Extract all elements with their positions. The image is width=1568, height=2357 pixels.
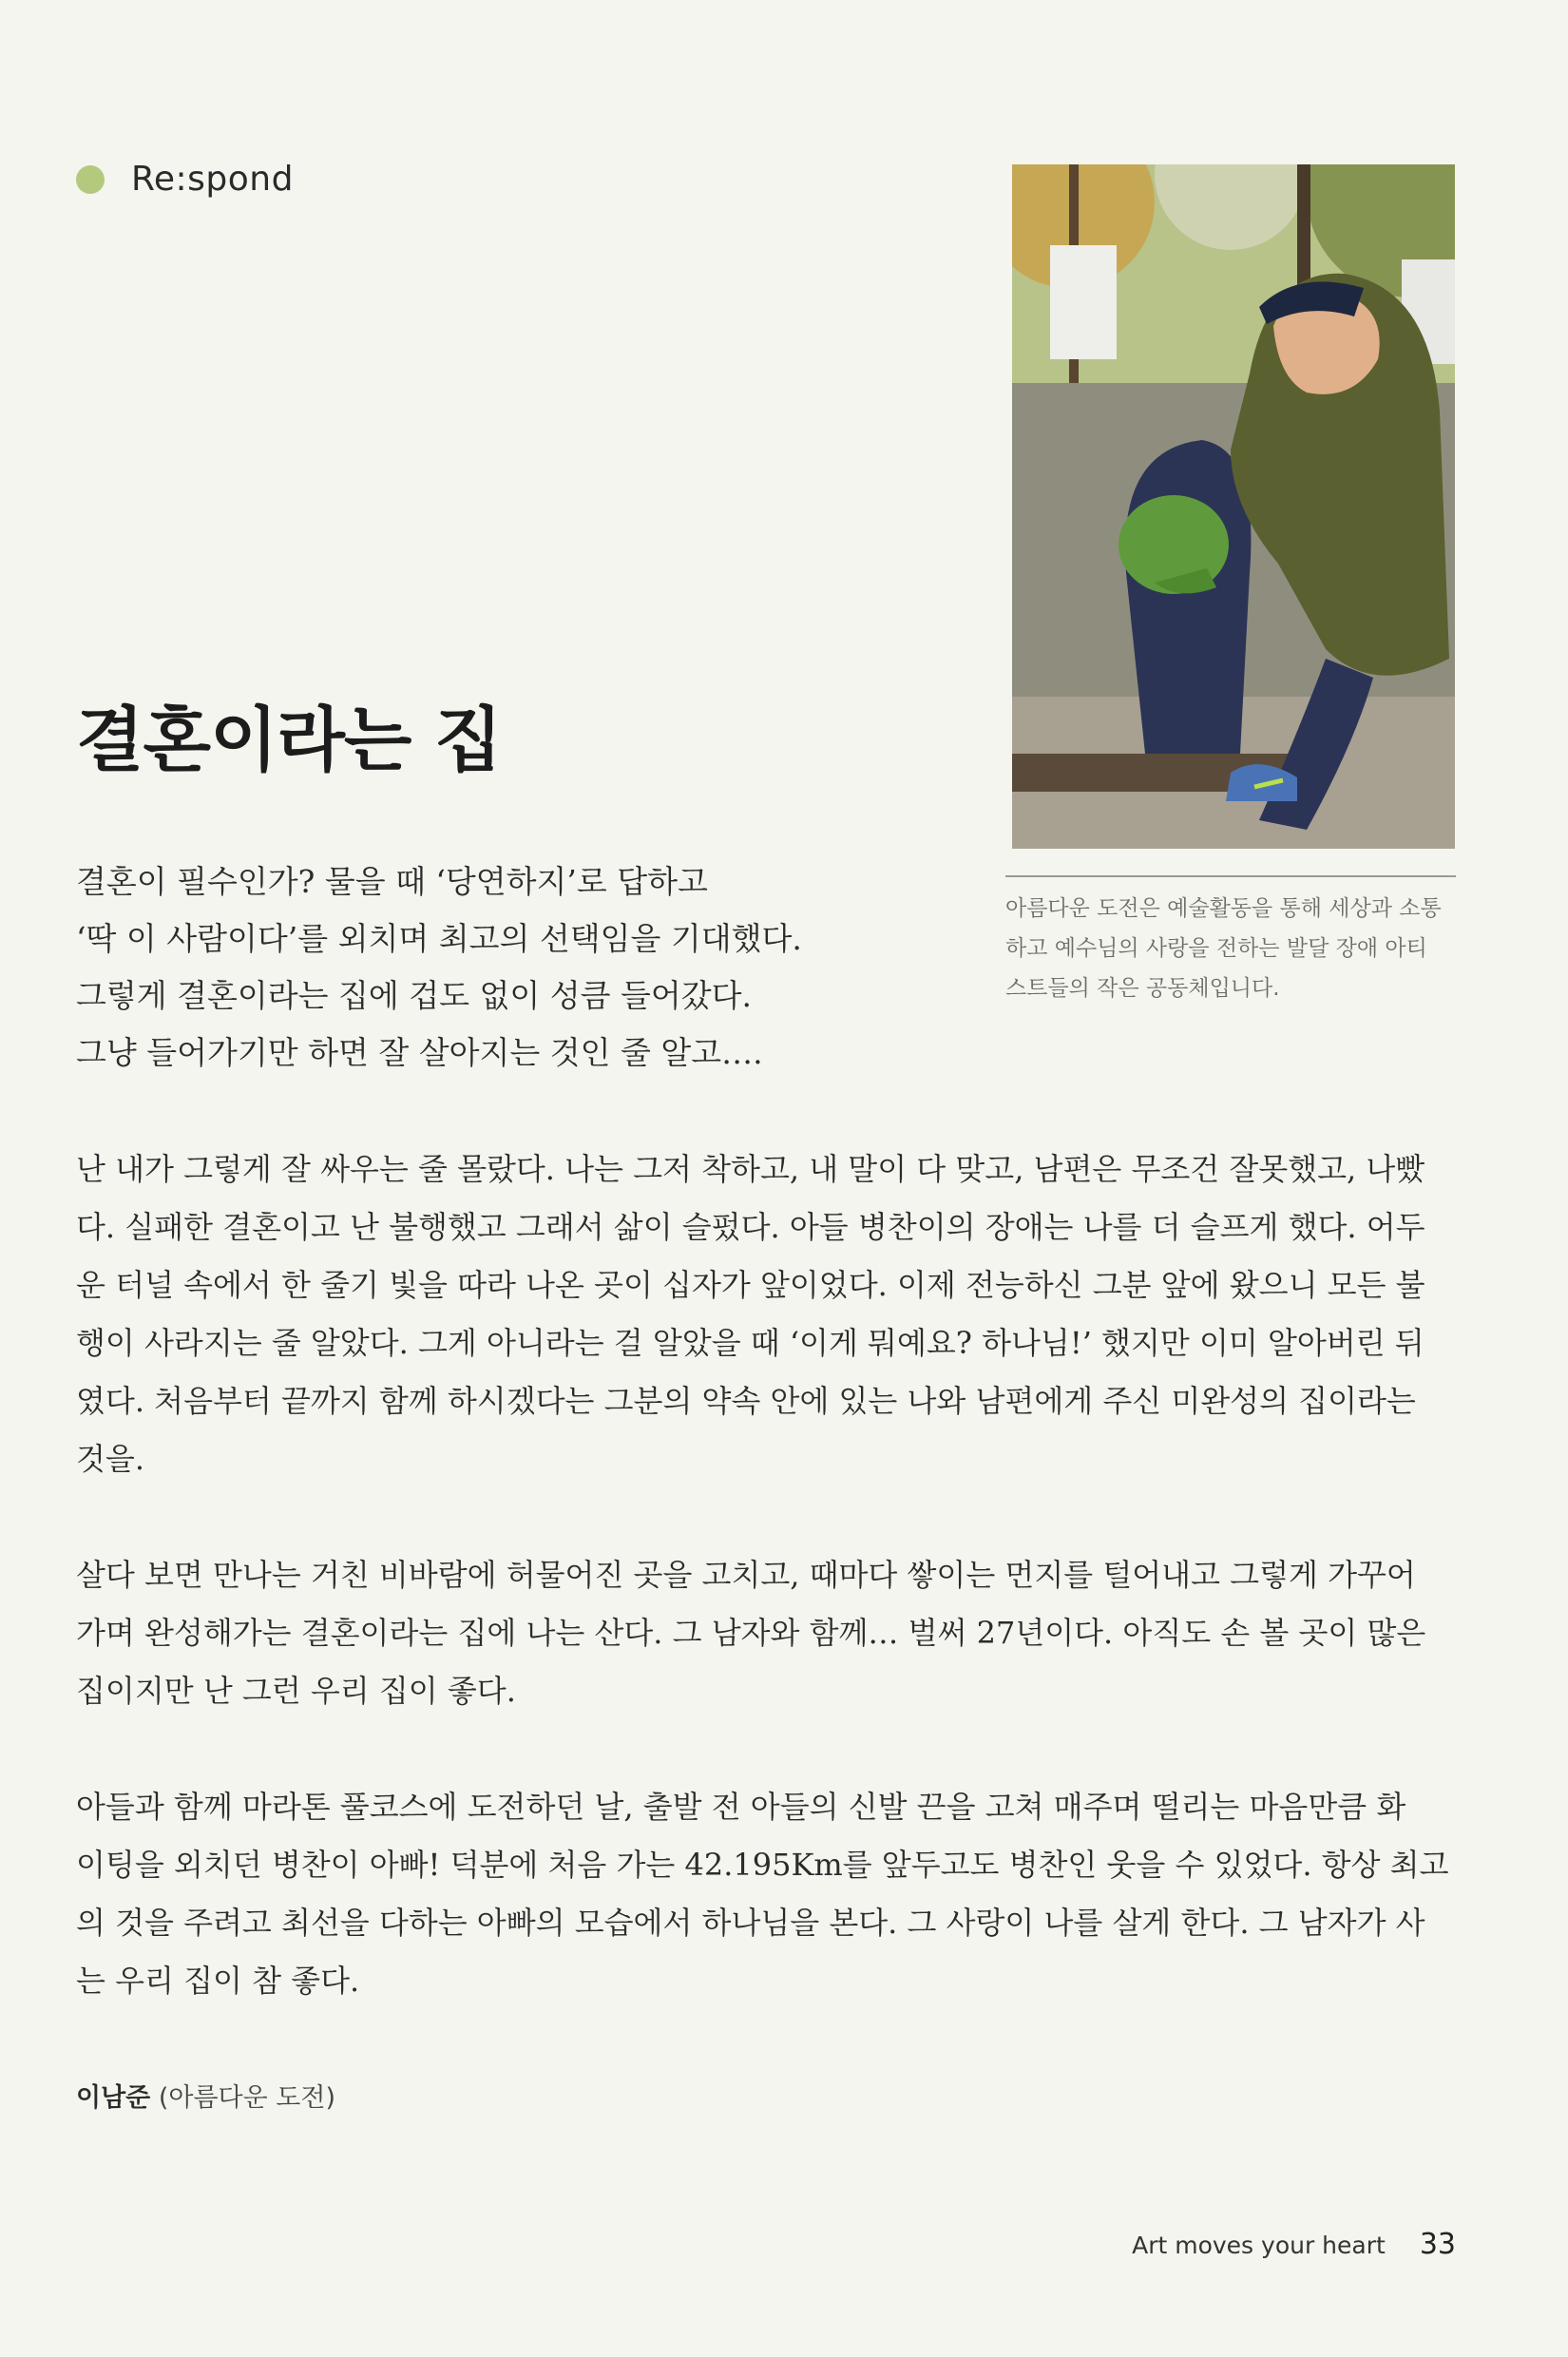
lead-poem [76,853,931,1082]
body-line: 였다. 처음부터 끝까지 함께 하시겠다는 그분의 약속 안에 있는 나와 남편에게 주신 미완성의 집이라는 [76,1383,1416,1419]
page-number: 33 [1419,2228,1456,2261]
caption-divider [1005,875,1456,877]
author-name: 이남준 [76,2083,151,2113]
lead-line: 그냥 들어가기만 하면 잘 살아지는 것인 줄 알고…. [76,1034,763,1071]
body-paragraph-2 [76,1546,1456,1720]
body-line: 살다 보면 만나는 거친 비바람에 허물어진 곳을 고치고, 때마다 쌓이는 먼지를 털어내고 그렇게 가꾸어 [76,1557,1416,1593]
photo-illustration [1012,164,1455,849]
body-line: 집이지만 난 그런 우리 집이 좋다. [76,1673,516,1709]
lead-line: ‘딱 이 사람이다’를 외치며 최고의 선택임을 기대했다. [76,920,802,957]
section-tag [76,160,294,199]
article-body [76,1140,1456,2068]
article-title: 결혼이라는 집 [76,699,502,781]
body-line: 는 우리 집이 참 좋다. [76,1963,360,1999]
caption-line: 아름다운 도전은 예술활동을 통해 세상과 소통 [1005,896,1442,921]
section-dot-icon [76,165,105,194]
author-affiliation: (아름다운 도전) [158,2083,335,2113]
section-label: Re:spond [131,160,294,199]
caption-line: 하고 예수님의 사랑을 전하는 발달 장애 아티 [1005,936,1427,961]
body-paragraph-1 [76,1140,1456,1488]
page-footer [1132,2228,1456,2261]
photo-caption [1005,889,1460,1008]
body-line: 아들과 함께 마라톤 풀코스에 도전하던 날, 출발 전 아들의 신발 끈을 고쳐 매주며 떨리는 마음만큼 화 [76,1789,1406,1825]
body-line: 행이 사라지는 줄 알았다. 그게 아니라는 걸 알았을 때 ‘이게 뭐예요? 하나님!’ 했지만 이미 알아버린 뒤 [76,1325,1425,1361]
article-photo [1012,164,1455,849]
author-credit [76,2077,335,2114]
caption-line: 스트들의 작은 공동체입니다. [1005,976,1280,1001]
body-line: 운 터널 속에서 한 줄기 빛을 따라 나온 곳이 십자가 앞이었다. 이제 전능하신 그분 앞에 왔으니 모든 불 [76,1267,1425,1303]
body-line: 가며 완성해가는 결혼이라는 집에 나는 산다. 그 남자와 함께… 벌써 27년이다. 아직도 손 볼 곳이 많은 [76,1615,1426,1651]
body-line: 것을. [76,1441,144,1477]
body-line: 난 내가 그렇게 잘 싸우는 줄 몰랐다. 나는 그저 착하고, 내 말이 다 맞고, 남편은 무조건 잘못했고, 나빴 [76,1151,1425,1187]
footer-tagline: Art moves your heart [1132,2232,1386,2259]
body-line: 다. 실패한 결혼이고 난 불행했고 그래서 삶이 슬펐다. 아들 병찬이의 장애는 나를 더 슬프게 했다. 어두 [76,1209,1425,1245]
lead-line: 결혼이 필수인가? 물을 때 ‘당연하지’로 답하고 [76,863,708,900]
body-paragraph-3 [76,1778,1456,2010]
body-line: 이팅을 외치던 병찬이 아빠! 덕분에 처음 가는 42.195Km를 앞두고도 병찬인 웃을 수 있었다. 항상 최고 [76,1847,1449,1883]
body-line: 의 것을 주려고 최선을 다하는 아빠의 모습에서 하나님을 본다. 그 사랑이 나를 살게 한다. 그 남자가 사 [76,1905,1425,1941]
lead-line: 그렇게 결혼이라는 집에 겁도 없이 성큼 들어갔다. [76,977,752,1014]
